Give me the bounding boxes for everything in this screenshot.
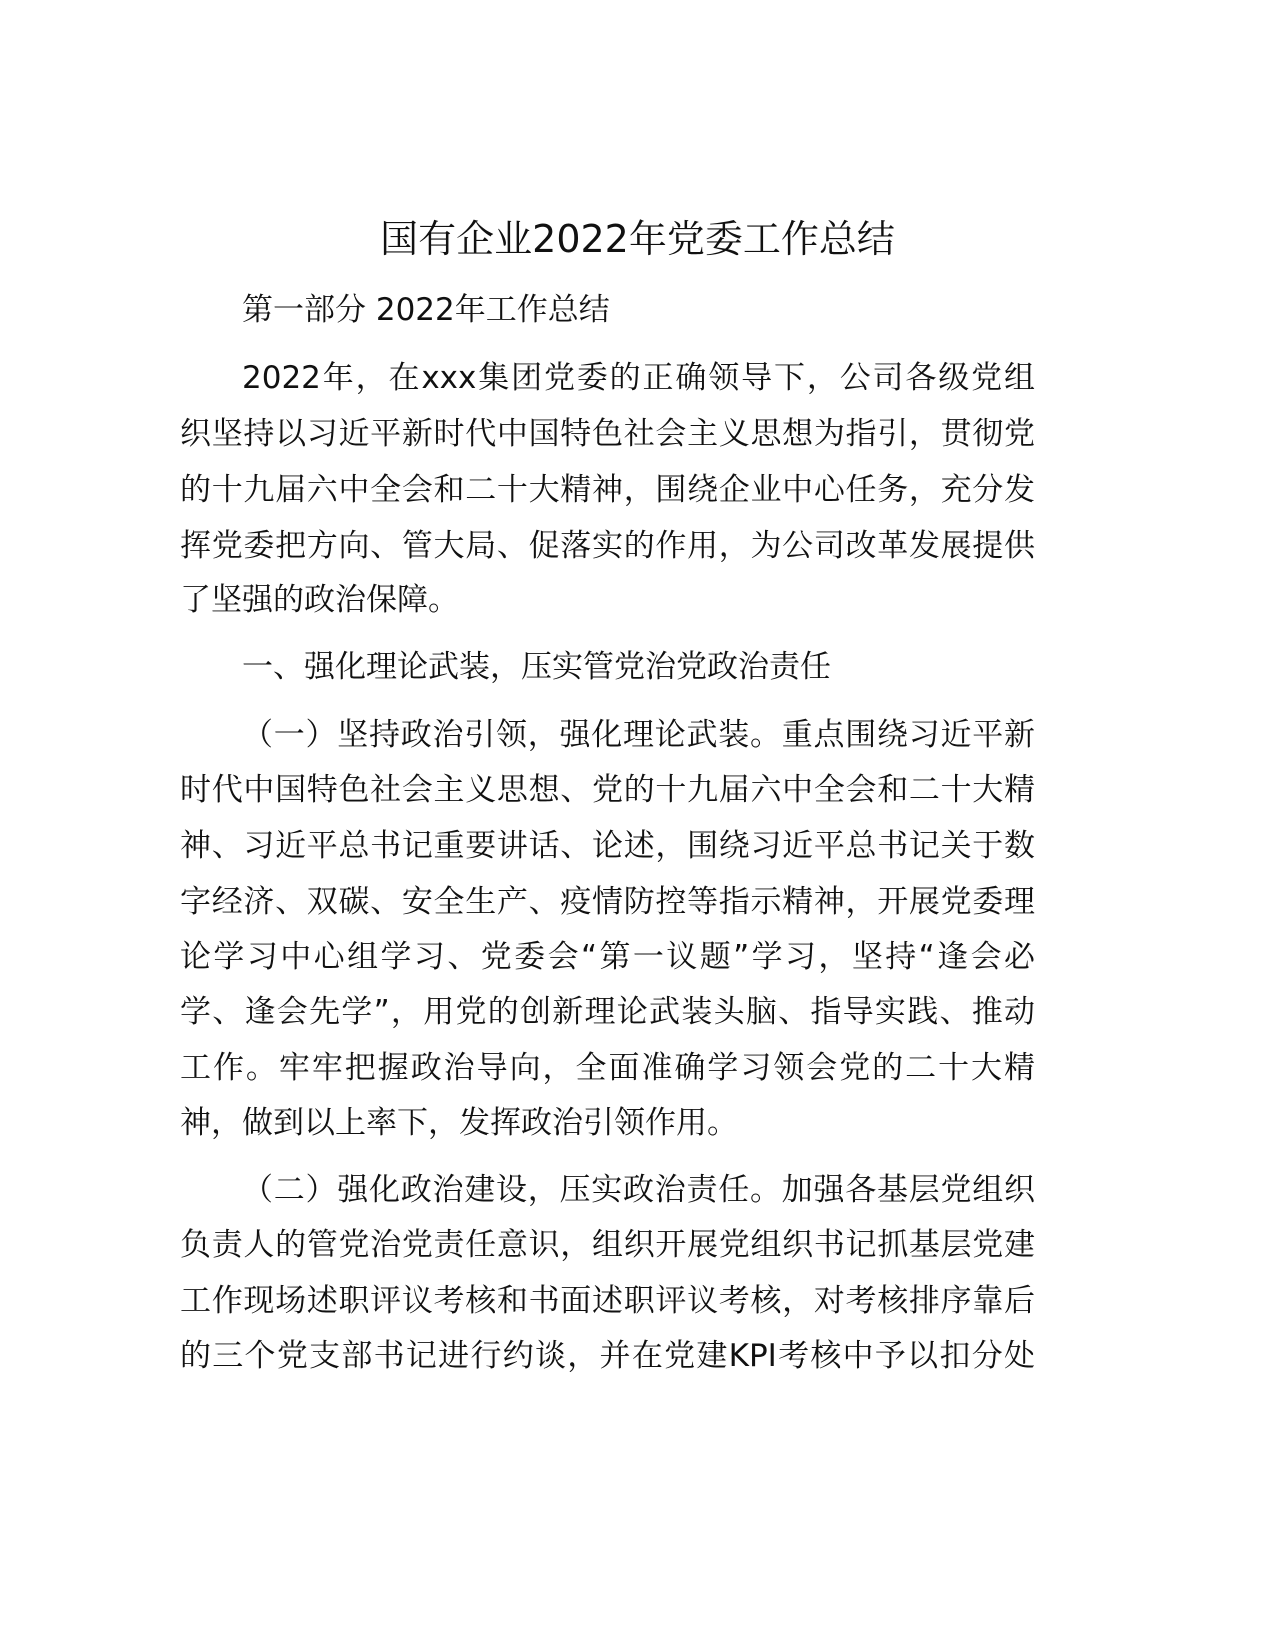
text-line: 负责人的管党治党责任意识，组织开展党组织书记抓基层党建 bbox=[180, 1227, 1035, 1263]
part-heading: 第一部分 2022年工作总结 bbox=[242, 292, 610, 328]
text-line: 的三个党支部书记进行约谈，并在党建KPI考核中予以扣分处 bbox=[180, 1338, 1035, 1374]
text-line: 工作。牢牢把握政治导向，全面准确学习领会党的二十大精 bbox=[180, 1050, 1035, 1086]
text-line: 时代中国特色社会主义思想、党的十九届六中全会和二十大精 bbox=[180, 772, 1035, 808]
text-line: 挥党委把方向、管大局、促落实的作用，为公司改革发展提供 bbox=[180, 528, 1035, 564]
text-line: 神、习近平总书记重要讲话、论述，围绕习近平总书记关于数 bbox=[180, 828, 1035, 864]
text-line: 工作现场述职评议考核和书面述职评议考核，对考核排序靠后 bbox=[180, 1283, 1035, 1319]
text-line: 神，做到以上率下，发挥政治引领作用。 bbox=[180, 1105, 738, 1141]
text-line: （二）强化政治建设，压实政治责任。加强各基层党组织 bbox=[242, 1172, 1035, 1208]
text-line: 了坚强的政治保障。 bbox=[180, 582, 459, 618]
text-line: 字经济、双碳、安全生产、疫情防控等指示精神，开展党委理 bbox=[180, 884, 1035, 920]
text-line: 学、逢会先学”，用党的创新理论武装头脑、指导实践、推动 bbox=[180, 994, 1035, 1030]
text-line: （一）坚持政治引领，强化理论武装。重点围绕习近平新 bbox=[242, 717, 1035, 753]
text-line: 织坚持以习近平新时代中国特色社会主义思想为指引，贯彻党 bbox=[180, 416, 1035, 452]
text-line: 论学习中心组学习、党委会“第一议题”学习，坚持“逢会必 bbox=[180, 939, 1035, 975]
document-title: 国有企业2022年党委工作总结 bbox=[380, 217, 895, 261]
section-heading: 一、强化理论武装，压实管党治党政治责任 bbox=[242, 649, 831, 685]
text-line: 的十九届六中全会和二十大精神，围绕企业中心任务，充分发 bbox=[180, 472, 1035, 508]
text-line: 2022年，在xxx集团党委的正确领导下，公司各级党组 bbox=[242, 360, 1035, 396]
